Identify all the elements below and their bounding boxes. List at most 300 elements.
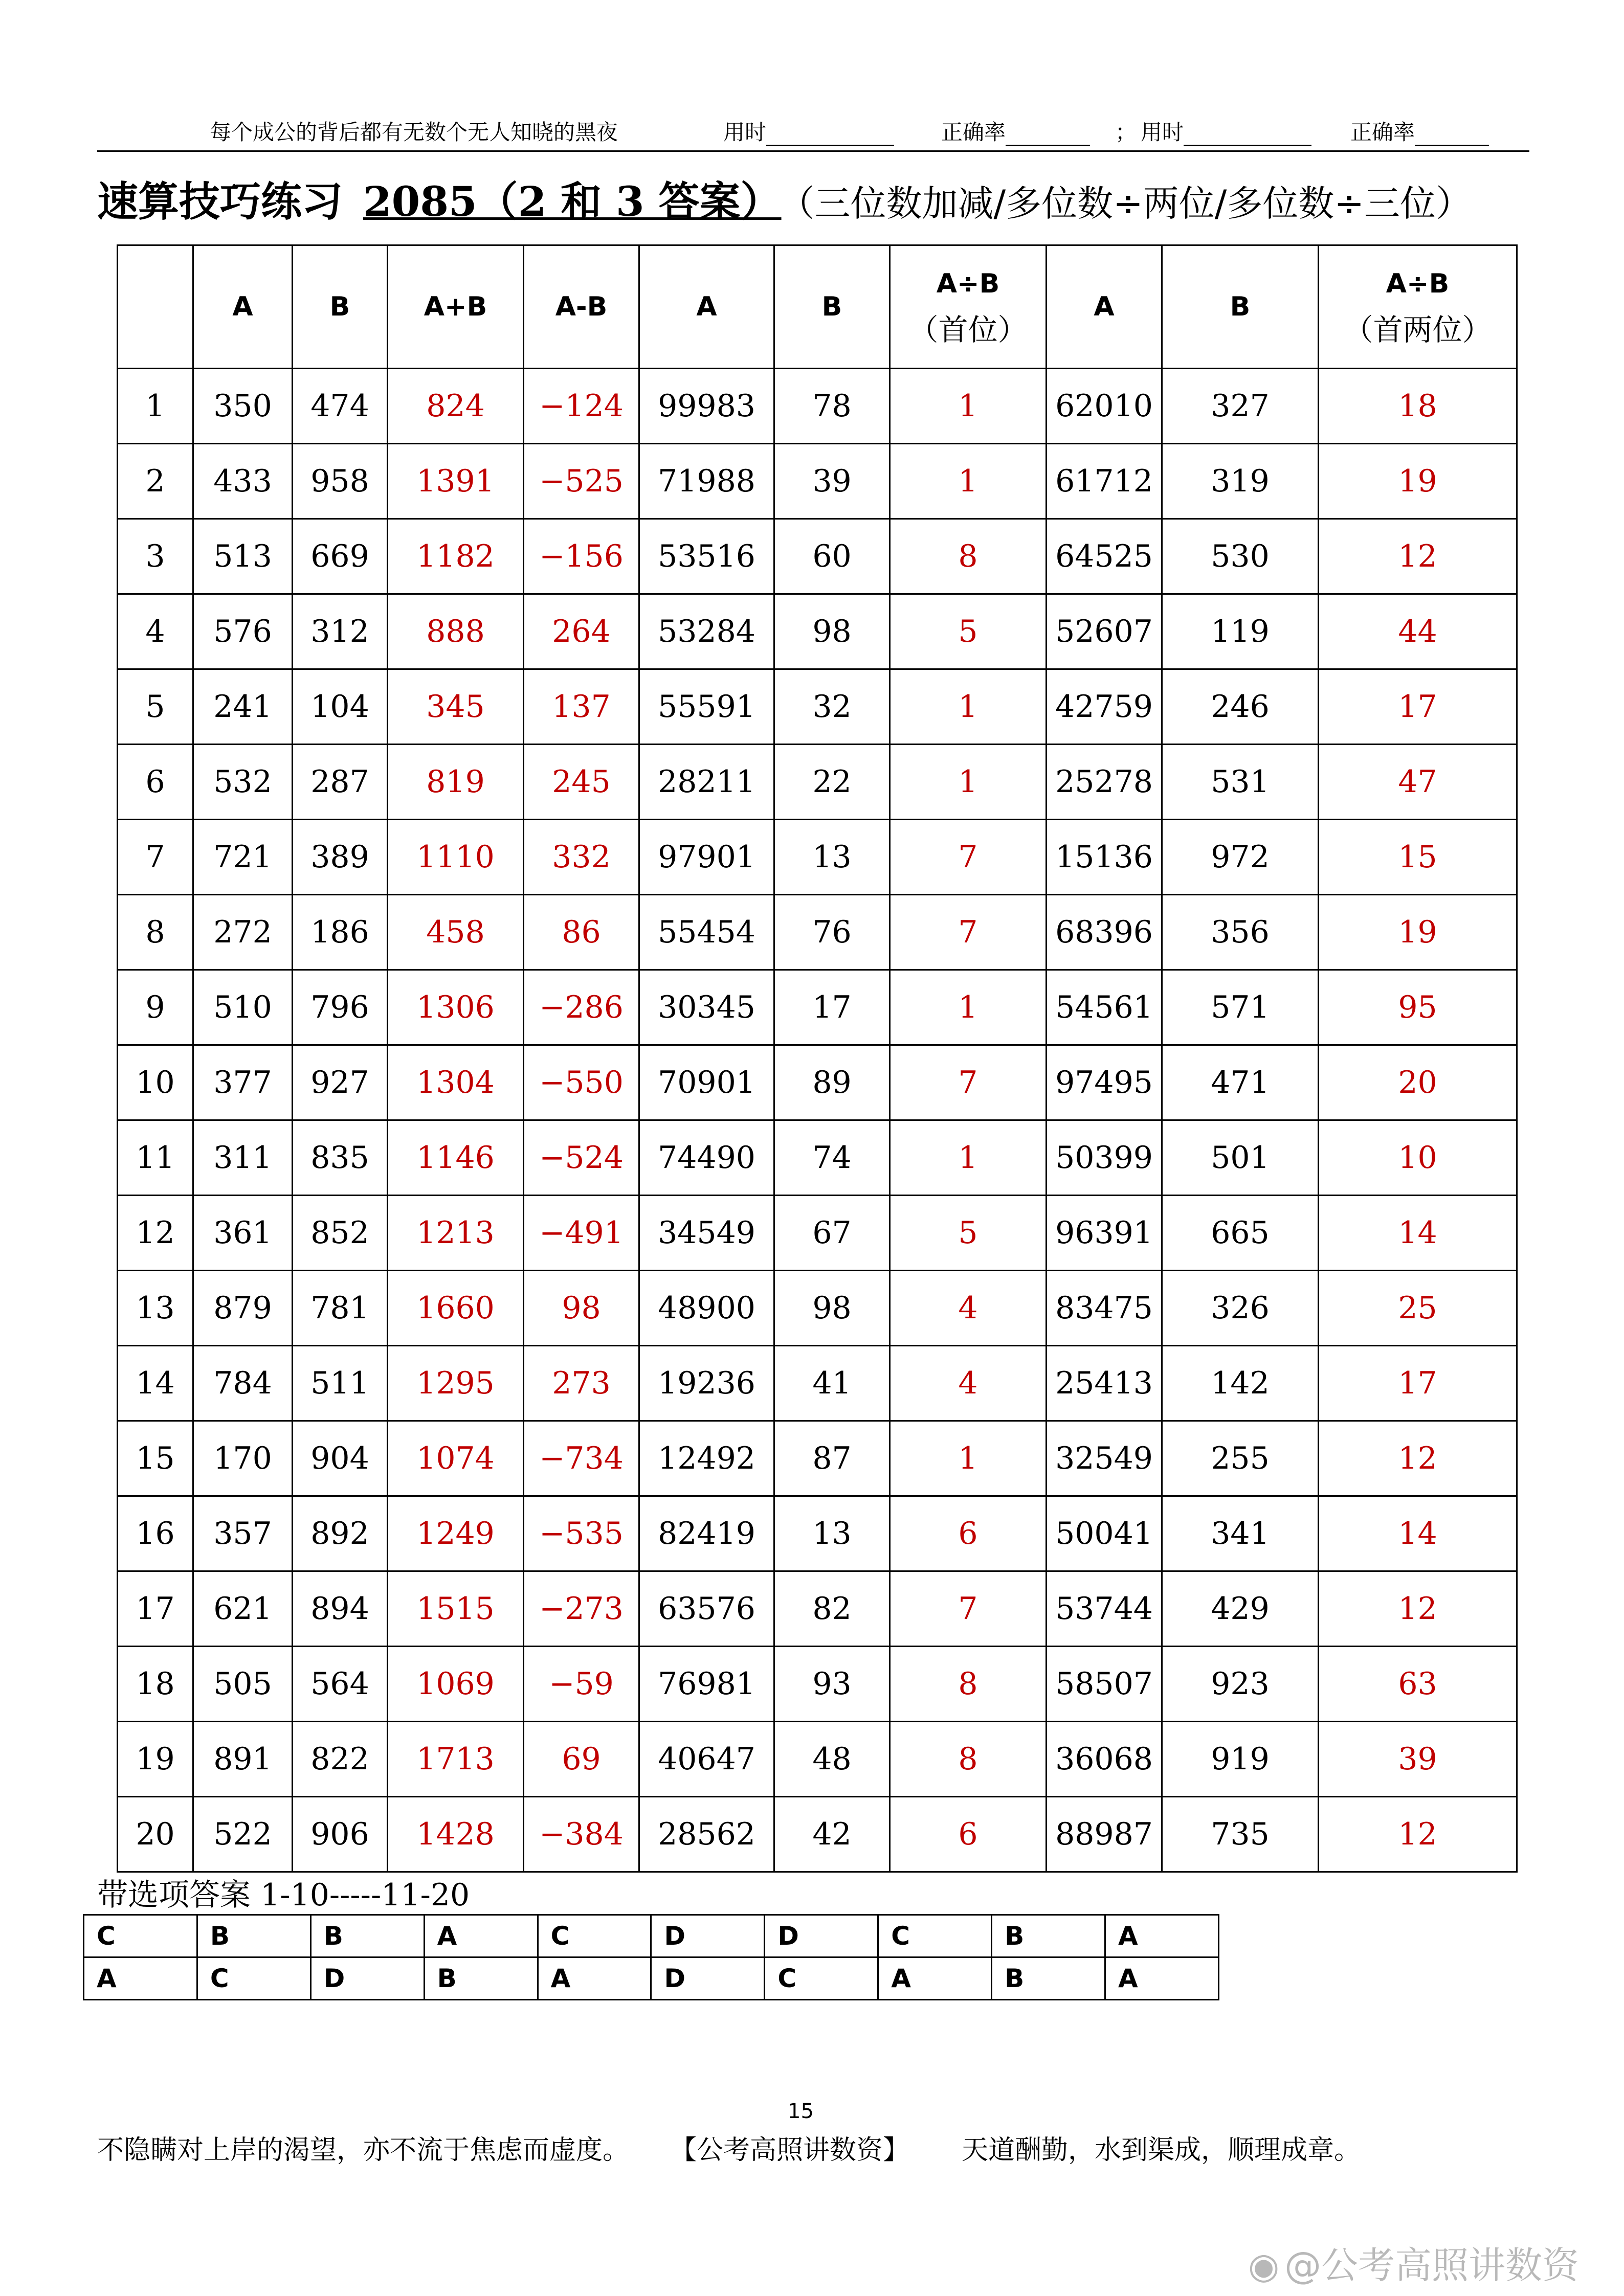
cell-diff: −384 [524,1797,639,1872]
cell-a1: 784 [193,1346,293,1421]
cell-b3: 735 [1162,1797,1319,1872]
table-row [118,669,1517,745]
cell-div2: 47 [1319,745,1517,820]
cell-div2: 17 [1319,1346,1517,1421]
cell-a3: 52607 [1047,594,1162,669]
cell-b3: 501 [1162,1120,1319,1196]
header-a1: A [193,245,293,369]
cell-b3: 246 [1162,669,1319,745]
table-row [118,444,1517,519]
cell-diff: −156 [524,519,639,594]
cell-a3: 15136 [1047,820,1162,895]
cell-div2: 12 [1319,1797,1517,1872]
cell-a1: 377 [193,1045,293,1120]
cell-b1: 927 [293,1045,388,1120]
cell-row-index: 13 [118,1271,193,1346]
cell-b1: 287 [293,745,388,820]
option-answer: A [84,1957,197,2000]
cell-a3: 32549 [1047,1421,1162,1496]
cell-div1: 7 [890,1571,1047,1647]
cell-diff: 137 [524,669,639,745]
cell-diff: −59 [524,1647,639,1722]
cell-b3: 341 [1162,1496,1319,1571]
cell-a2: 76981 [639,1647,774,1722]
cell-row-index: 6 [118,745,193,820]
cell-b2: 74 [774,1120,890,1196]
cell-div2: 25 [1319,1271,1517,1346]
cell-b2: 98 [774,1271,890,1346]
cell-row-index: 15 [118,1421,193,1496]
title-main: 速算技巧练习 [97,178,343,226]
cell-diff: −286 [524,970,639,1045]
cell-diff: −734 [524,1421,639,1496]
cell-b3: 571 [1162,970,1319,1045]
time-blank-2[interactable] [1184,124,1311,146]
cell-diff: −273 [524,1571,639,1647]
option-answer: D [310,1957,424,2000]
cell-diff: −525 [524,444,639,519]
practice-table [117,244,1518,1873]
cell-div1: 1 [890,369,1047,444]
cell-b3: 142 [1162,1346,1319,1421]
table-row [118,1496,1517,1571]
cell-sum: 1304 [388,1045,524,1120]
cell-sum: 1660 [388,1271,524,1346]
cell-a2: 74490 [639,1120,774,1196]
cell-div2: 12 [1319,1421,1517,1496]
cell-b3: 972 [1162,820,1319,895]
cell-a2: 97901 [639,820,774,895]
footer-center: 【公考高照讲数资】 [670,2135,910,2166]
cell-row-index: 2 [118,444,193,519]
cell-div1: 1 [890,1120,1047,1196]
table-row [118,1271,1517,1346]
cell-b1: 892 [293,1496,388,1571]
cell-div1: 7 [890,895,1047,970]
cell-b1: 835 [293,1120,388,1196]
cell-diff: 69 [524,1722,639,1797]
option-answer: B [424,1957,538,2000]
cell-b1: 669 [293,519,388,594]
cell-a1: 576 [193,594,293,669]
cell-a1: 621 [193,1571,293,1647]
cell-a3: 97495 [1047,1045,1162,1120]
cell-sum: 888 [388,594,524,669]
cell-b2: 17 [774,970,890,1045]
cell-a1: 241 [193,669,293,745]
cell-b2: 60 [774,519,890,594]
header-diff: A-B [524,245,639,369]
page-number: 15 [788,2100,814,2123]
cell-div2: 44 [1319,594,1517,669]
cell-b1: 474 [293,369,388,444]
cell-diff: −535 [524,1496,639,1571]
cell-sum: 1182 [388,519,524,594]
table-row [118,1647,1517,1722]
cell-a2: 40647 [639,1722,774,1797]
cell-div1: 1 [890,1421,1047,1496]
table-row [118,1196,1517,1271]
cell-a3: 25278 [1047,745,1162,820]
cell-a2: 28211 [639,745,774,820]
cell-row-index: 3 [118,519,193,594]
cell-b2: 13 [774,1496,890,1571]
cell-sum: 824 [388,369,524,444]
table-row [118,1346,1517,1421]
cell-a1: 522 [193,1797,293,1872]
time-blank-1[interactable] [766,124,894,146]
cell-b1: 852 [293,1196,388,1271]
cell-a3: 62010 [1047,369,1162,444]
cell-a3: 64525 [1047,519,1162,594]
cell-a1: 505 [193,1647,293,1722]
cell-div1: 8 [890,519,1047,594]
cell-a3: 88987 [1047,1797,1162,1872]
cell-row-index: 7 [118,820,193,895]
cell-row-index: 9 [118,970,193,1045]
cell-row-index: 17 [118,1571,193,1647]
cell-div1: 1 [890,745,1047,820]
cell-div2: 17 [1319,669,1517,745]
cell-a3: 58507 [1047,1647,1162,1722]
cell-b2: 41 [774,1346,890,1421]
cell-b3: 531 [1162,745,1319,820]
cell-diff: 264 [524,594,639,669]
cell-div1: 1 [890,444,1047,519]
cell-diff: 332 [524,820,639,895]
header-index [118,245,193,369]
cell-sum: 1110 [388,820,524,895]
cell-a2: 70901 [639,1045,774,1120]
option-answer: C [878,1915,992,1957]
cell-a3: 96391 [1047,1196,1162,1271]
cell-b2: 48 [774,1722,890,1797]
cell-b1: 389 [293,820,388,895]
table-row [118,895,1517,970]
footer-left: 不隐瞒对上岸的渴望，亦不流于焦虑而虚度。 [97,2135,630,2166]
cell-row-index: 5 [118,669,193,745]
cell-a1: 510 [193,970,293,1045]
cell-a1: 513 [193,519,293,594]
header-div1: A÷B （首位） [890,245,1047,369]
options-row [84,1915,1219,1957]
cell-sum: 1391 [388,444,524,519]
cell-b3: 356 [1162,895,1319,970]
accuracy-label-2: 正确率 [1350,116,1489,146]
cell-diff: −491 [524,1196,639,1271]
cell-div1: 6 [890,1496,1047,1571]
cell-a1: 879 [193,1271,293,1346]
cell-diff: −524 [524,1120,639,1196]
header-b2: B [774,245,890,369]
cell-diff: 98 [524,1271,639,1346]
cell-b1: 906 [293,1797,388,1872]
cell-a3: 50041 [1047,1496,1162,1571]
cell-sum: 1074 [388,1421,524,1496]
cell-div2: 12 [1319,1571,1517,1647]
header-sum: A+B [388,245,524,369]
header-rule [97,150,1529,152]
cell-b1: 958 [293,444,388,519]
cell-a1: 891 [193,1722,293,1797]
option-answer: A [1105,1957,1219,2000]
table-row [118,820,1517,895]
option-answer: D [765,1915,878,1957]
cell-div1: 8 [890,1647,1047,1722]
page-header [97,116,1529,148]
cell-diff: −124 [524,369,639,444]
option-answer: C [84,1915,197,1957]
option-answer: A [538,1957,651,2000]
cell-b2: 76 [774,895,890,970]
time-label-1: 用时 [723,116,894,146]
cell-b2: 89 [774,1045,890,1120]
cell-b1: 104 [293,669,388,745]
cell-sum: 1213 [388,1196,524,1271]
cell-a1: 357 [193,1496,293,1571]
weibo-icon: ◉ [1248,2245,1280,2287]
cell-a3: 53744 [1047,1571,1162,1647]
cell-b1: 894 [293,1571,388,1647]
cell-a3: 83475 [1047,1271,1162,1346]
cell-row-index: 8 [118,895,193,970]
cell-a2: 71988 [639,444,774,519]
cell-a3: 50399 [1047,1120,1162,1196]
cell-div2: 15 [1319,820,1517,895]
table-row [118,594,1517,669]
cell-row-index: 18 [118,1647,193,1722]
option-answer: A [1105,1915,1219,1957]
table-row [118,1797,1517,1872]
cell-div2: 18 [1319,369,1517,444]
cell-b2: 93 [774,1647,890,1722]
cell-b2: 22 [774,745,890,820]
cell-a2: 63576 [639,1571,774,1647]
cell-a2: 99983 [639,369,774,444]
cell-row-index: 14 [118,1346,193,1421]
cell-b3: 665 [1162,1196,1319,1271]
accuracy-blank-1[interactable] [1006,124,1090,146]
cell-div2: 19 [1319,895,1517,970]
cell-a2: 55591 [639,669,774,745]
cell-b1: 511 [293,1346,388,1421]
cell-diff: 273 [524,1346,639,1421]
cell-b2: 82 [774,1571,890,1647]
cell-b3: 429 [1162,1571,1319,1647]
title-sub: （三位数加减/多位数÷两位/多位数÷三位） [796,183,1472,224]
cell-a2: 53516 [639,519,774,594]
cell-div1: 1 [890,669,1047,745]
cell-sum: 1249 [388,1496,524,1571]
cell-a2: 12492 [639,1421,774,1496]
cell-div2: 20 [1319,1045,1517,1120]
cell-a2: 34549 [639,1196,774,1271]
cell-div2: 14 [1319,1196,1517,1271]
header-div2: A÷B （首两位） [1319,245,1517,369]
cell-b3: 919 [1162,1722,1319,1797]
footer-right: 天道酬勤，水到渠成，顺理成章。 [962,2135,1361,2166]
cell-b1: 781 [293,1271,388,1346]
cell-a1: 532 [193,745,293,820]
watermark-text: @公考高照讲数资 [1284,2244,1579,2287]
header-b1: B [293,245,388,369]
table-row [118,1571,1517,1647]
cell-a2: 53284 [639,594,774,669]
cell-b3: 530 [1162,519,1319,594]
cell-a1: 433 [193,444,293,519]
cell-sum: 1295 [388,1346,524,1421]
cell-div2: 10 [1319,1120,1517,1196]
cell-b1: 312 [293,594,388,669]
cell-diff: −550 [524,1045,639,1120]
cell-div1: 7 [890,1045,1047,1120]
cell-a3: 42759 [1047,669,1162,745]
cell-div1: 6 [890,1797,1047,1872]
cell-div1: 7 [890,820,1047,895]
cell-b2: 32 [774,669,890,745]
cell-sum: 1069 [388,1647,524,1722]
cell-a1: 170 [193,1421,293,1496]
cell-row-index: 12 [118,1196,193,1271]
cell-b3: 327 [1162,369,1319,444]
cell-diff: 86 [524,895,639,970]
cell-a2: 30345 [639,970,774,1045]
cell-a3: 25413 [1047,1346,1162,1421]
cell-a2: 48900 [639,1271,774,1346]
cell-div2: 14 [1319,1496,1517,1571]
cell-sum: 1306 [388,970,524,1045]
cell-a1: 721 [193,820,293,895]
cell-sum: 1428 [388,1797,524,1872]
cell-b2: 78 [774,369,890,444]
table-row [118,519,1517,594]
option-answer: B [992,1957,1105,2000]
cell-b3: 255 [1162,1421,1319,1496]
title-code: 2085（2 和 3 答案） [363,177,782,226]
cell-div1: 1 [890,970,1047,1045]
cell-a3: 68396 [1047,895,1162,970]
option-answer: C [197,1957,310,2000]
option-answer: A [878,1957,992,2000]
options-table [83,1914,1219,2000]
options-title: 带选项答案 1-10-----11-20 [97,1877,470,1913]
cell-div1: 8 [890,1722,1047,1797]
cell-div1: 5 [890,1196,1047,1271]
table-row [118,1120,1517,1196]
table-row [118,369,1517,444]
table-header-row [118,245,1517,369]
cell-a3: 36068 [1047,1722,1162,1797]
page-title [97,169,1555,225]
option-answer: B [310,1915,424,1957]
cell-sum: 1515 [388,1571,524,1647]
cell-div1: 4 [890,1271,1047,1346]
cell-a2: 82419 [639,1496,774,1571]
cell-a1: 311 [193,1120,293,1196]
cell-sum: 345 [388,669,524,745]
cell-b2: 87 [774,1421,890,1496]
cell-sum: 1713 [388,1722,524,1797]
cell-b1: 564 [293,1647,388,1722]
cell-b3: 319 [1162,444,1319,519]
header-separator: ； [1115,120,1137,145]
cell-a2: 19236 [639,1346,774,1421]
cell-b2: 39 [774,444,890,519]
cell-row-index: 20 [118,1797,193,1872]
cell-b2: 98 [774,594,890,669]
cell-sum: 1146 [388,1120,524,1196]
cell-b3: 471 [1162,1045,1319,1120]
cell-b1: 796 [293,970,388,1045]
header-a2: A [639,245,774,369]
cell-row-index: 19 [118,1722,193,1797]
option-answer: C [765,1957,878,2000]
table-row [118,1421,1517,1496]
table-row [118,1045,1517,1120]
cell-row-index: 16 [118,1496,193,1571]
cell-b1: 186 [293,895,388,970]
watermark [1248,2236,1579,2289]
header-motto: 每个成公的背后都有无数个无人知晓的黑夜 [210,120,618,145]
option-answer: B [992,1915,1105,1957]
cell-div2: 19 [1319,444,1517,519]
cell-row-index: 10 [118,1045,193,1120]
cell-a1: 361 [193,1196,293,1271]
cell-a1: 350 [193,369,293,444]
cell-div2: 39 [1319,1722,1517,1797]
cell-div2: 12 [1319,519,1517,594]
accuracy-blank-2[interactable] [1415,124,1489,146]
cell-div2: 63 [1319,1647,1517,1722]
cell-b3: 923 [1162,1647,1319,1722]
cell-b2: 42 [774,1797,890,1872]
cell-b2: 13 [774,820,890,895]
cell-sum: 458 [388,895,524,970]
option-answer: B [197,1915,310,1957]
header-b3: B [1162,245,1319,369]
cell-div2: 95 [1319,970,1517,1045]
cell-a2: 55454 [639,895,774,970]
cell-b1: 904 [293,1421,388,1496]
cell-b3: 326 [1162,1271,1319,1346]
cell-div1: 4 [890,1346,1047,1421]
cell-row-index: 1 [118,369,193,444]
cell-b2: 67 [774,1196,890,1271]
cell-a2: 28562 [639,1797,774,1872]
cell-row-index: 4 [118,594,193,669]
cell-sum: 819 [388,745,524,820]
cell-diff: 245 [524,745,639,820]
option-answer: C [538,1915,651,1957]
cell-div1: 5 [890,594,1047,669]
table-row [118,1722,1517,1797]
cell-row-index: 11 [118,1120,193,1196]
option-answer: A [424,1915,538,1957]
cell-a1: 272 [193,895,293,970]
table-row [118,745,1517,820]
cell-a3: 61712 [1047,444,1162,519]
cell-a3: 54561 [1047,970,1162,1045]
option-answer: D [651,1915,765,1957]
header-a3: A [1047,245,1162,369]
cell-b1: 822 [293,1722,388,1797]
page-footer [97,2128,1529,2164]
cell-b3: 119 [1162,594,1319,669]
options-row [84,1957,1219,2000]
accuracy-label-1: 正确率 [941,116,1090,146]
time-label-2: 用时 [1141,116,1311,146]
option-answer: D [651,1957,765,2000]
